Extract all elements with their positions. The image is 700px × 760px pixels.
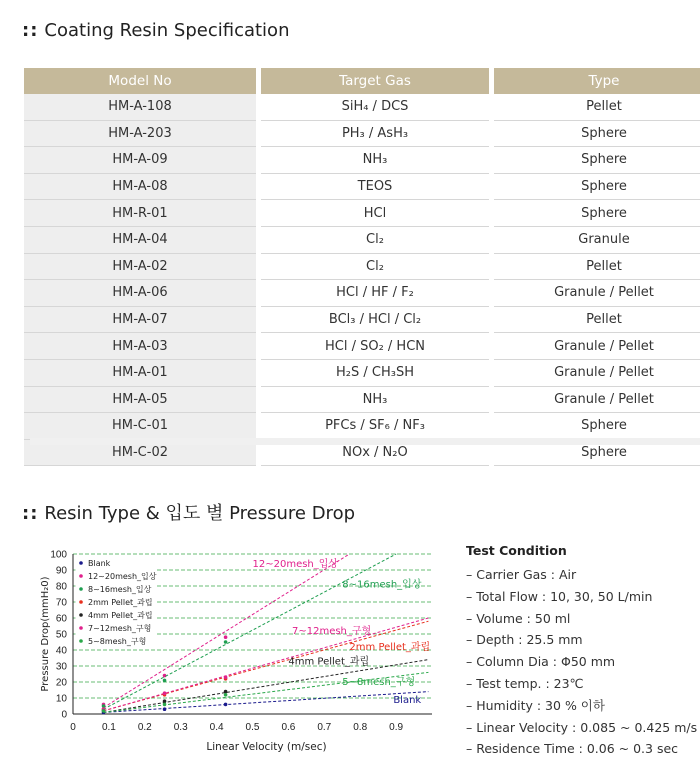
table-row <box>24 360 700 387</box>
legend-marker <box>79 639 83 643</box>
table-row <box>24 254 700 281</box>
cell-model: HM-C-02 <box>24 440 256 467</box>
y-tick-label: 60 <box>55 613 67 625</box>
cell-target-gas: SiH₄ / DCS <box>261 94 489 121</box>
y-tick-label: 80 <box>55 581 67 593</box>
y-tick-label: 40 <box>55 645 67 657</box>
cell-target-gas: NH₃ <box>261 147 489 174</box>
table-bottom-bar <box>30 438 700 445</box>
cell-type: Sphere <box>494 200 700 227</box>
legend-item: 4mm Pellet_과립 <box>88 611 153 620</box>
condition-item: – Residence Time : 0.06 ~ 0.3 sec <box>466 741 679 757</box>
condition-item: – Humidity : 30 % 이하 <box>466 697 605 713</box>
y-tick-label: 0 <box>61 709 67 721</box>
data-point <box>163 691 167 695</box>
table-row <box>24 413 700 440</box>
series-label: 8~16mesh_입상 <box>342 579 422 591</box>
series-label: 7~12mesh_구형 <box>291 626 372 637</box>
x-tick-label: 0.5 <box>245 722 260 733</box>
cell-target-gas: PH₃ / AsH₃ <box>261 121 489 148</box>
series-label: 5~8mesh_구형 <box>342 677 416 689</box>
table-row <box>24 280 700 307</box>
legend-item: Blank <box>88 559 111 568</box>
cell-type: Sphere <box>494 440 700 467</box>
series-label: 2mm Pellet_과립 <box>349 642 431 653</box>
cell-type: Granule / Pellet <box>494 387 700 414</box>
table-row <box>24 387 700 414</box>
cell-type: Sphere <box>494 174 700 201</box>
pressure-drop-chart <box>0 540 455 756</box>
x-tick-label: 0.8 <box>353 722 368 733</box>
data-point <box>163 699 167 703</box>
header-type: Type <box>494 68 700 94</box>
y-tick-label: 50 <box>55 629 67 641</box>
x-tick-label: 0 <box>70 722 76 733</box>
x-tick-label: 0.6 <box>281 722 296 733</box>
test-conditions <box>466 543 697 760</box>
trend-line <box>104 692 429 713</box>
condition-item: – Column Dia : Φ50 mm <box>466 654 616 670</box>
cell-type: Pellet <box>494 254 700 281</box>
data-point <box>224 693 228 697</box>
data-point <box>224 640 228 644</box>
cell-model: HM-C-01 <box>24 413 256 440</box>
cell-model: HM-A-203 <box>24 121 256 148</box>
y-tick-label: 30 <box>55 661 67 673</box>
data-point <box>224 703 228 707</box>
cell-target-gas: Cl₂ <box>261 227 489 254</box>
cell-model: HM-A-05 <box>24 387 256 414</box>
conditions-title: Test Condition <box>466 543 567 558</box>
legend-item: 5~8mesh_구형 <box>88 637 147 646</box>
table-row <box>24 227 700 254</box>
cell-model: HM-A-06 <box>24 280 256 307</box>
cell-type: Sphere <box>494 121 700 148</box>
cell-type: Granule / Pellet <box>494 333 700 360</box>
y-tick-label: 20 <box>55 677 67 689</box>
x-tick-label: 0.7 <box>317 722 332 733</box>
series-label: Blank <box>393 694 422 706</box>
legend-item: 7~12mesh_구형 <box>88 624 152 633</box>
table-row <box>24 94 700 121</box>
cell-type: Sphere <box>494 413 700 440</box>
cell-target-gas: PFCs / SF₆ / NF₃ <box>261 413 489 440</box>
spec-table <box>24 68 700 466</box>
cell-type: Granule <box>494 227 700 254</box>
cell-model: HM-A-03 <box>24 333 256 360</box>
cell-target-gas: HCl / HF / F₂ <box>261 280 489 307</box>
data-point <box>102 709 106 713</box>
table-row <box>24 307 700 334</box>
series-label: 12~20mesh_입상 <box>252 558 339 570</box>
cell-target-gas: HCl / SO₂ / HCN <box>261 333 489 360</box>
legend-marker <box>79 600 83 604</box>
condition-item: – Test temp. : 23℃ <box>466 675 584 691</box>
spec-table-header <box>24 68 700 94</box>
cell-model: HM-R-01 <box>24 200 256 227</box>
cell-target-gas: HCl <box>261 200 489 227</box>
cell-model: HM-A-09 <box>24 147 256 174</box>
cell-target-gas: Cl₂ <box>261 254 489 281</box>
legend-marker <box>79 587 83 591</box>
cell-target-gas: NOx / N₂O <box>261 440 489 467</box>
x-tick-label: 0.3 <box>173 722 188 733</box>
x-tick-label: 0.1 <box>101 722 116 733</box>
cell-target-gas: TEOS <box>261 174 489 201</box>
cell-model: HM-A-04 <box>24 227 256 254</box>
legend-marker <box>79 561 83 565</box>
data-point <box>224 690 228 694</box>
y-tick-label: 10 <box>55 693 67 705</box>
condition-item: – Depth : 25.5 mm <box>466 632 583 648</box>
pressure-section-title <box>22 499 355 525</box>
legend-item: 12~20mesh_입상 <box>88 572 157 581</box>
condition-item: – Total Flow : 10, 30, 50 L/min <box>466 588 653 604</box>
spec-section-title <box>22 20 289 41</box>
legend-marker <box>79 574 83 578</box>
header-model: Model No <box>24 68 256 94</box>
cell-target-gas: NH₃ <box>261 387 489 414</box>
header-target-gas: Target Gas <box>261 68 489 94</box>
x-tick-label: 0.4 <box>209 722 224 733</box>
table-row <box>24 333 700 360</box>
y-tick-label: 90 <box>55 565 67 577</box>
title-bullet: :: <box>22 20 39 41</box>
data-point <box>163 707 167 711</box>
series-label: 4mm Pellet_과립 <box>288 656 370 668</box>
data-point <box>163 679 167 683</box>
spec-title-text: Coating Resin Specification <box>44 20 290 41</box>
x-tick-label: 0.9 <box>389 722 404 733</box>
condition-item: – Volume : 50 ml <box>466 610 571 626</box>
cell-model: HM-A-08 <box>24 174 256 201</box>
title-bullet: :: <box>22 503 39 524</box>
pressure-title-text: Resin Type & 입도 별 Pressure Drop <box>44 503 356 524</box>
condition-item: – Carrier Gas : Air <box>466 567 577 582</box>
cell-type: Granule / Pellet <box>494 360 700 387</box>
table-row <box>24 121 700 148</box>
cell-type: Granule / Pellet <box>494 280 700 307</box>
data-point <box>163 703 167 707</box>
data-point <box>102 704 106 708</box>
legend-item: 2mm Pellet_과립 <box>88 598 153 607</box>
legend-marker <box>79 613 83 617</box>
cell-type: Pellet <box>494 307 700 334</box>
data-point <box>224 675 228 679</box>
cell-target-gas: BCl₃ / HCl / Cl₂ <box>261 307 489 334</box>
y-axis-label: Pressure Drop(mmH₂0) <box>40 576 51 692</box>
table-row <box>24 147 700 174</box>
legend-marker <box>79 626 83 630</box>
cell-model: HM-A-01 <box>24 360 256 387</box>
cell-type: Pellet <box>494 94 700 121</box>
y-tick-label: 70 <box>55 597 67 609</box>
x-tick-label: 0.2 <box>137 722 152 733</box>
cell-model: HM-A-02 <box>24 254 256 281</box>
cell-target-gas: H₂S / CH₃SH <box>261 360 489 387</box>
legend-item: 8~16mesh_입상 <box>88 585 152 594</box>
cell-type: Sphere <box>494 147 700 174</box>
condition-item: – Linear Velocity : 0.085 ~ 0.425 m/s <box>466 719 698 735</box>
table-row <box>24 200 700 227</box>
table-row <box>24 174 700 201</box>
x-axis-label: Linear Velocity (m/sec) <box>206 741 327 753</box>
data-point <box>224 635 228 639</box>
cell-model: HM-A-07 <box>24 307 256 334</box>
y-tick-label: 100 <box>50 549 67 561</box>
cell-model: HM-A-108 <box>24 94 256 121</box>
